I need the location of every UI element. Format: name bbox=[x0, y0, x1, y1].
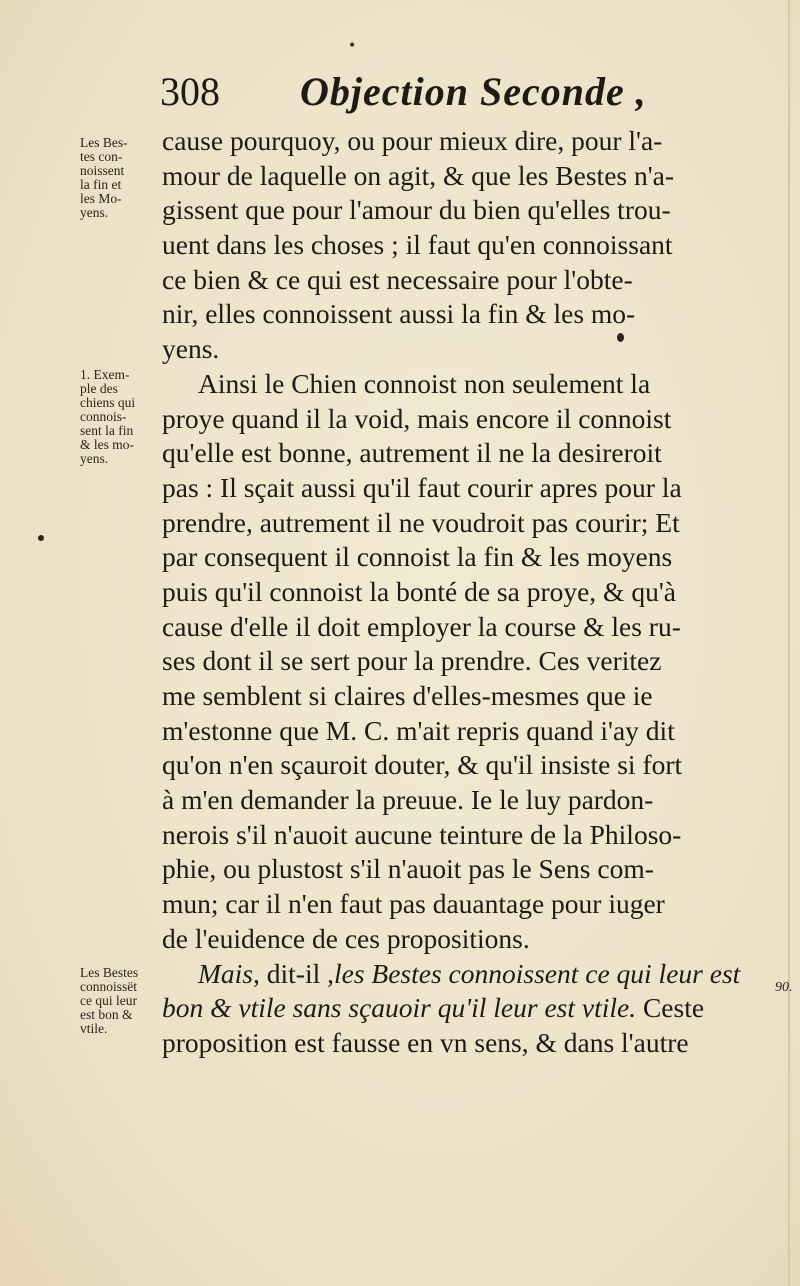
quote-attribution: , dit-il , bbox=[253, 957, 334, 989]
running-title: Objection Seconde , bbox=[300, 69, 647, 114]
page-number: 308 bbox=[160, 69, 220, 114]
margin-note-line: connois- bbox=[80, 409, 127, 424]
margin-note-2 bbox=[80, 368, 160, 466]
text-line: proye quand il la void, mais encore il connoist bbox=[162, 402, 672, 434]
margin-note-line: sent la fin bbox=[80, 423, 134, 438]
margin-note-3 bbox=[80, 966, 160, 1036]
text-line: ce bien & ce qui est necessaire pour l'obte- bbox=[162, 263, 633, 295]
margin-note-line: les Mo- bbox=[80, 191, 122, 206]
page-header bbox=[160, 68, 760, 118]
text-line: qu'elle est bonne, autrement il ne la desireroit bbox=[162, 437, 662, 469]
text-line: par consequent il connoist la fin & les moyens bbox=[162, 541, 673, 573]
margin-note-line: Les Bes- bbox=[80, 135, 128, 150]
quote-text: bon & vtile sans sçauoir qu'il leur est vtile. bbox=[162, 992, 637, 1024]
text-line: mour de laquelle on agit, & que les Bestes n'a- bbox=[162, 159, 675, 191]
right-margin-number: 90. bbox=[775, 980, 793, 995]
text-line: me semblent si claires d'elles-mesmes que ie bbox=[162, 680, 653, 711]
margin-note-line: Les Bestes bbox=[80, 965, 139, 980]
text-line: de l'euidence de ces propositions. bbox=[162, 922, 530, 954]
margin-note-line: yens. bbox=[80, 205, 109, 220]
text-line: puis qu'il connoist la bonté de sa proye, & qu'à bbox=[162, 575, 676, 607]
margin-note-line: & les mo- bbox=[80, 437, 134, 452]
text-line: à m'en demander la preuue. Ie le luy pardon- bbox=[162, 784, 654, 816]
text-line: nerois s'il n'auoit aucune teinture de la Philoso- bbox=[162, 818, 682, 850]
text-line: pas : Il sçait aussi qu'il faut courir apres pour la bbox=[162, 471, 682, 503]
ink-speck bbox=[38, 535, 44, 541]
text-line: qu'on n'en sçauroit douter, & qu'il insiste si fort bbox=[162, 749, 683, 781]
text-line: gissent que pour l'amour du bien qu'elles trou- bbox=[162, 194, 671, 226]
text-line: prendre, autrement il ne voudroit pas courir; Et bbox=[162, 506, 680, 538]
text-line: phie, ou plustost s'il n'auoit pas le Sens com- bbox=[162, 853, 654, 885]
text-line: mun; car il n'en faut pas dauantage pour iuger bbox=[162, 888, 665, 920]
ornament-mark: • bbox=[348, 38, 357, 54]
margin-note-1 bbox=[80, 136, 160, 220]
text-fragment: Ceste bbox=[636, 992, 705, 1024]
quote-text: les Bestes connoissent ce qui leur est bbox=[333, 957, 741, 989]
body-text bbox=[162, 124, 762, 1061]
text-line: uent dans les choses ; il faut qu'en connoissant bbox=[162, 229, 673, 261]
margin-note-line: la fin et bbox=[80, 177, 122, 192]
text-line: m'estonne que M. C. m'ait repris quand i'ay dit bbox=[162, 714, 675, 746]
margin-note-line: vtile. bbox=[80, 1021, 108, 1036]
ink-speck bbox=[617, 333, 624, 342]
text-line: yens. bbox=[162, 333, 220, 365]
text-line: cause pourquoy, ou pour mieux dire, pour l'a- bbox=[162, 125, 663, 156]
text-line: proposition est fausse en vn sens, & dans l'autre bbox=[162, 1026, 689, 1058]
text-line-quote-start bbox=[162, 957, 762, 992]
margin-note-line: 1. Exem- bbox=[80, 367, 130, 382]
margin-note-line: chiens qui bbox=[80, 395, 136, 410]
page-edge bbox=[788, 0, 790, 1286]
text-line: nir, elles connoissent aussi la fin & les mo- bbox=[162, 298, 636, 330]
margin-note-line: ple des bbox=[80, 381, 118, 396]
margin-note-line: yens. bbox=[80, 451, 109, 466]
text-line-quote-end bbox=[162, 991, 762, 1026]
text-line: ses dont il se sert pour la prendre. Ces veritez bbox=[162, 645, 662, 677]
margin-note-line: noissent bbox=[80, 163, 125, 178]
margin-note-line: tes con- bbox=[80, 149, 123, 164]
margin-note-line: est bon & bbox=[80, 1007, 133, 1022]
margin-note-line: connoissët bbox=[80, 979, 137, 994]
text-line: Ainsi le Chien connoist non seulement la bbox=[198, 367, 651, 399]
text-line: cause d'elle il doit employer la course & les ru- bbox=[162, 610, 681, 642]
margin-note-line: ce qui leur bbox=[80, 993, 137, 1008]
quote-word: Mais bbox=[198, 957, 253, 989]
